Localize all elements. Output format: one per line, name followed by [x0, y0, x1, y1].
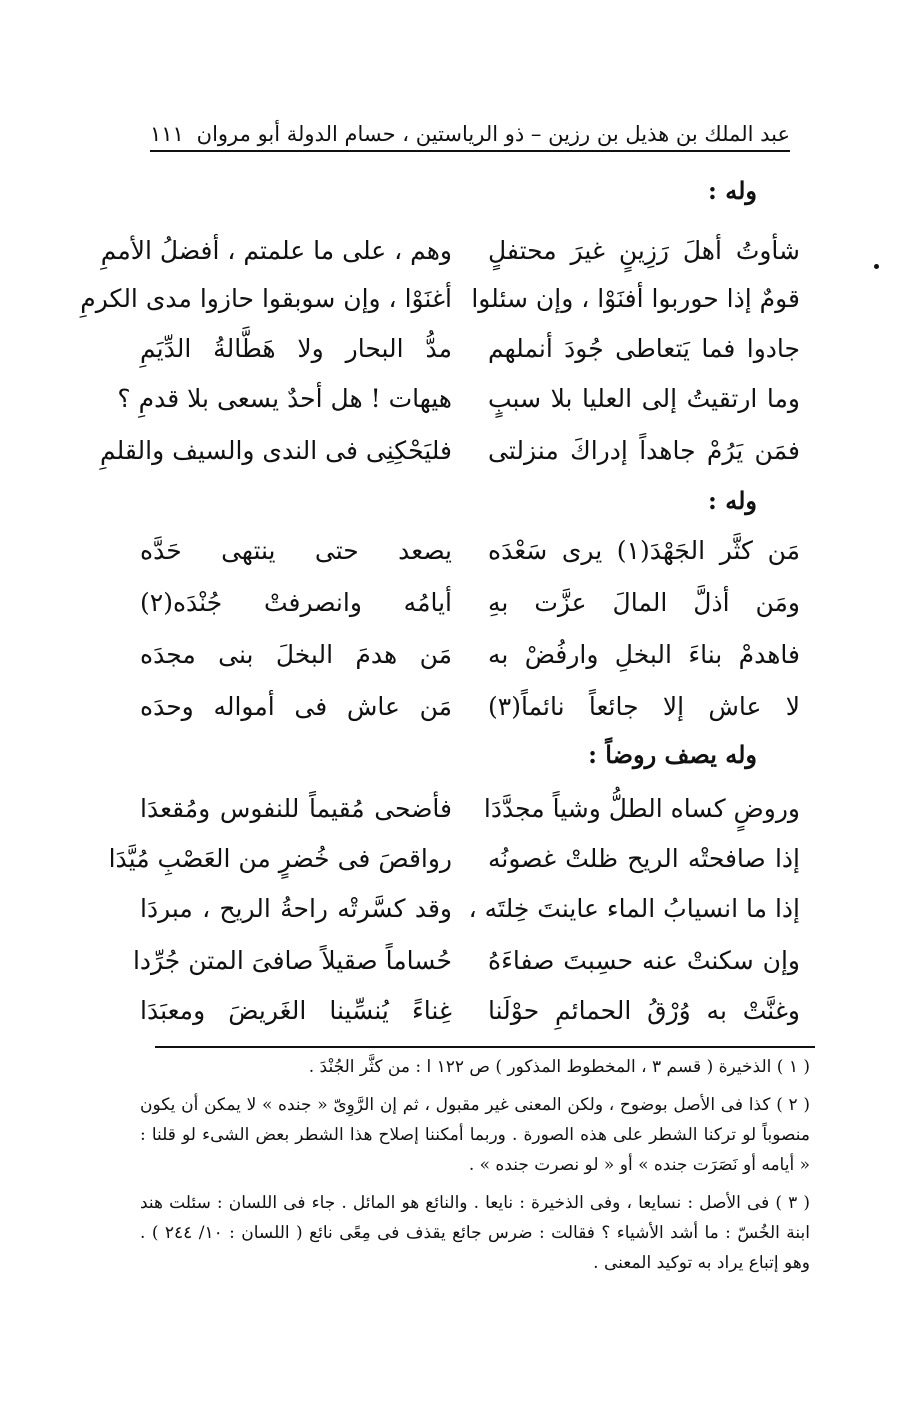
verse-second-hemistich: فأضحى مُقيماً للنفوس ومُقعدَا [140, 794, 452, 823]
verse-first-hemistich: جادوا فما يَتعاطى جُودَ أنملهم [488, 334, 800, 363]
verse-first-hemistich: مَن كثَّر الجَهْدَ(١) يرى سَعْدَه [488, 536, 800, 565]
footnote: ( ٢ ) كذا فى الأصل بوضوح ، ولكن المعنى غير مقبول ، ثم إن الرَّوِىّ « جنده » لا يمكن أن يكون منصوباً لو تركنا الشطر على هذه الصورة . وربما أمكننا إصلاح هذا الشطر بعض الشىء لو قلنا : « أيامه أو نَصَرَت جنده » أو « لو نصرت جنده » . [140, 1095, 811, 1175]
verse-second-hemistich: أيامُه وانصرفتْ جُنْدَه(٢) [140, 588, 452, 617]
verse-first-hemistich: شأوتُ أهلَ رَزِينٍ غيرَ محتفلٍ [488, 236, 800, 265]
verse-line [140, 692, 800, 738]
verse-second-hemistich: وهم ، على ما علمتم ، أفضلُ الأممِ [100, 236, 452, 265]
verse-first-hemistich: لا عاش إلا جائعاً نائماً(٣) [488, 692, 800, 721]
footnotes [140, 1052, 810, 1286]
verse-first-hemistich: إذا صافحتْه الريح ظلتْ غصونُه [488, 844, 800, 873]
verse-line [100, 236, 800, 282]
verse-second-hemistich: مَن عاش فى أمواله وحدَه [140, 692, 452, 721]
verse-line [108, 844, 800, 890]
page-number: ١١١ [150, 122, 184, 146]
verse-line [140, 536, 800, 582]
verse-first-hemistich: وما ارتقيتُ إلى العليا بلا سببٍ [488, 384, 800, 413]
verse-line [132, 946, 800, 992]
verse-line [140, 334, 800, 380]
verse-second-hemistich: مَن هدمَ البخلَ بنى مجدَه [140, 640, 452, 669]
verse-first-hemistich: ومَن أذلَّ المالَ عزَّت بهِ [488, 588, 800, 617]
verse-second-hemistich: هيهات ! هل أحدٌ يسعى بلا قدمِ ؟ [117, 384, 452, 413]
verse-first-hemistich: فمَن يَرُمْ جاهداً إدراكَ منزلتى [488, 436, 800, 465]
verse-second-hemistich: أغنَوْا ، وإن سوبقوا حازوا مدى الكرمِ [80, 284, 452, 313]
verse-first-hemistich: إذا ما انسيابُ الماء عاينتَ خِلتَه ، [468, 894, 800, 923]
section-intro-1: وله : [708, 176, 757, 205]
section-intro-2: وله : [708, 486, 757, 515]
verse-line [140, 588, 800, 634]
verse-line [140, 894, 800, 940]
header-rule [150, 150, 790, 152]
verse-line [117, 384, 800, 430]
running-header [150, 108, 790, 146]
verse-first-hemistich: وروضٍ كساه الطلُّ وشياً مجدَّدَا [483, 794, 800, 823]
footnote-rule [155, 1046, 815, 1048]
verse-second-hemistich: غِناءً يُنسِّينا الغَريضَ ومعبَدَا [140, 996, 452, 1025]
verse-first-hemistich: فاهدمْ بناءَ البخلِ وارفُضْ به [488, 640, 800, 669]
verse-first-hemistich: قومٌ إذا حوربوا أفنَوْا ، وإن سئلوا [471, 284, 800, 313]
verse-second-hemistich: حُساماً صقيلاً صافىَ المتن جُرِّدا [132, 946, 452, 975]
section-intro-3: وله يصف روضاً : [588, 740, 757, 769]
verse-first-hemistich: وإن سكنتْ عنه حسِبتَ صفاءَهُ [488, 946, 800, 975]
verse-first-hemistich: وغنَّتْ به وُرْقُ الحمائمِ حوْلَنا [488, 996, 800, 1025]
verse-line [140, 996, 800, 1042]
running-title: عبد الملك بن هذيل بن رزين – ذو الرياستين ، حسام الدولة أبو مروان [196, 122, 790, 146]
verse-line [99, 436, 800, 482]
footnote: ( ٣ ) فى الأصل : نسايعا ، وفى الذخيرة : نايعا . والنائع هو المائل . جاء فى اللسان : سئلت هند ابنة الخُسّ : ما أشد الأشياء ؟ فقالت : ضرس جائع يقذف فى مِعًى نائع ( اللسان : ١٠/ ٢٤٤ ) . وهو إتباع يراد به توكيد المعنى . [140, 1193, 810, 1273]
verse-line [80, 284, 800, 330]
footnote: ( ١ ) الذخيرة ( قسم ٣ ، المخطوط المذكور ) ص ١٢٢ ا : من كثَّر الجُنْدَ . [308, 1057, 810, 1077]
verse-second-hemistich: رواقصَ فى خُضرٍ من العَصْبِ مُيَّدَا [108, 844, 452, 873]
verse-line [140, 640, 800, 686]
verse-second-hemistich: مدُّ البحار ولا هَطَّالةُ الدِّيَمِ [140, 334, 452, 363]
verse-second-hemistich: فليَحْكِنِى فى الندى والسيف والقلمِ [99, 436, 452, 465]
verse-line [140, 794, 800, 840]
verse-second-hemistich: يصعد حتى ينتهى حَدَّه [140, 536, 452, 565]
margin-dot [874, 264, 879, 269]
verse-second-hemistich: وقد كسَّرتْه راحةُ الريح ، مبردَا [140, 894, 452, 923]
